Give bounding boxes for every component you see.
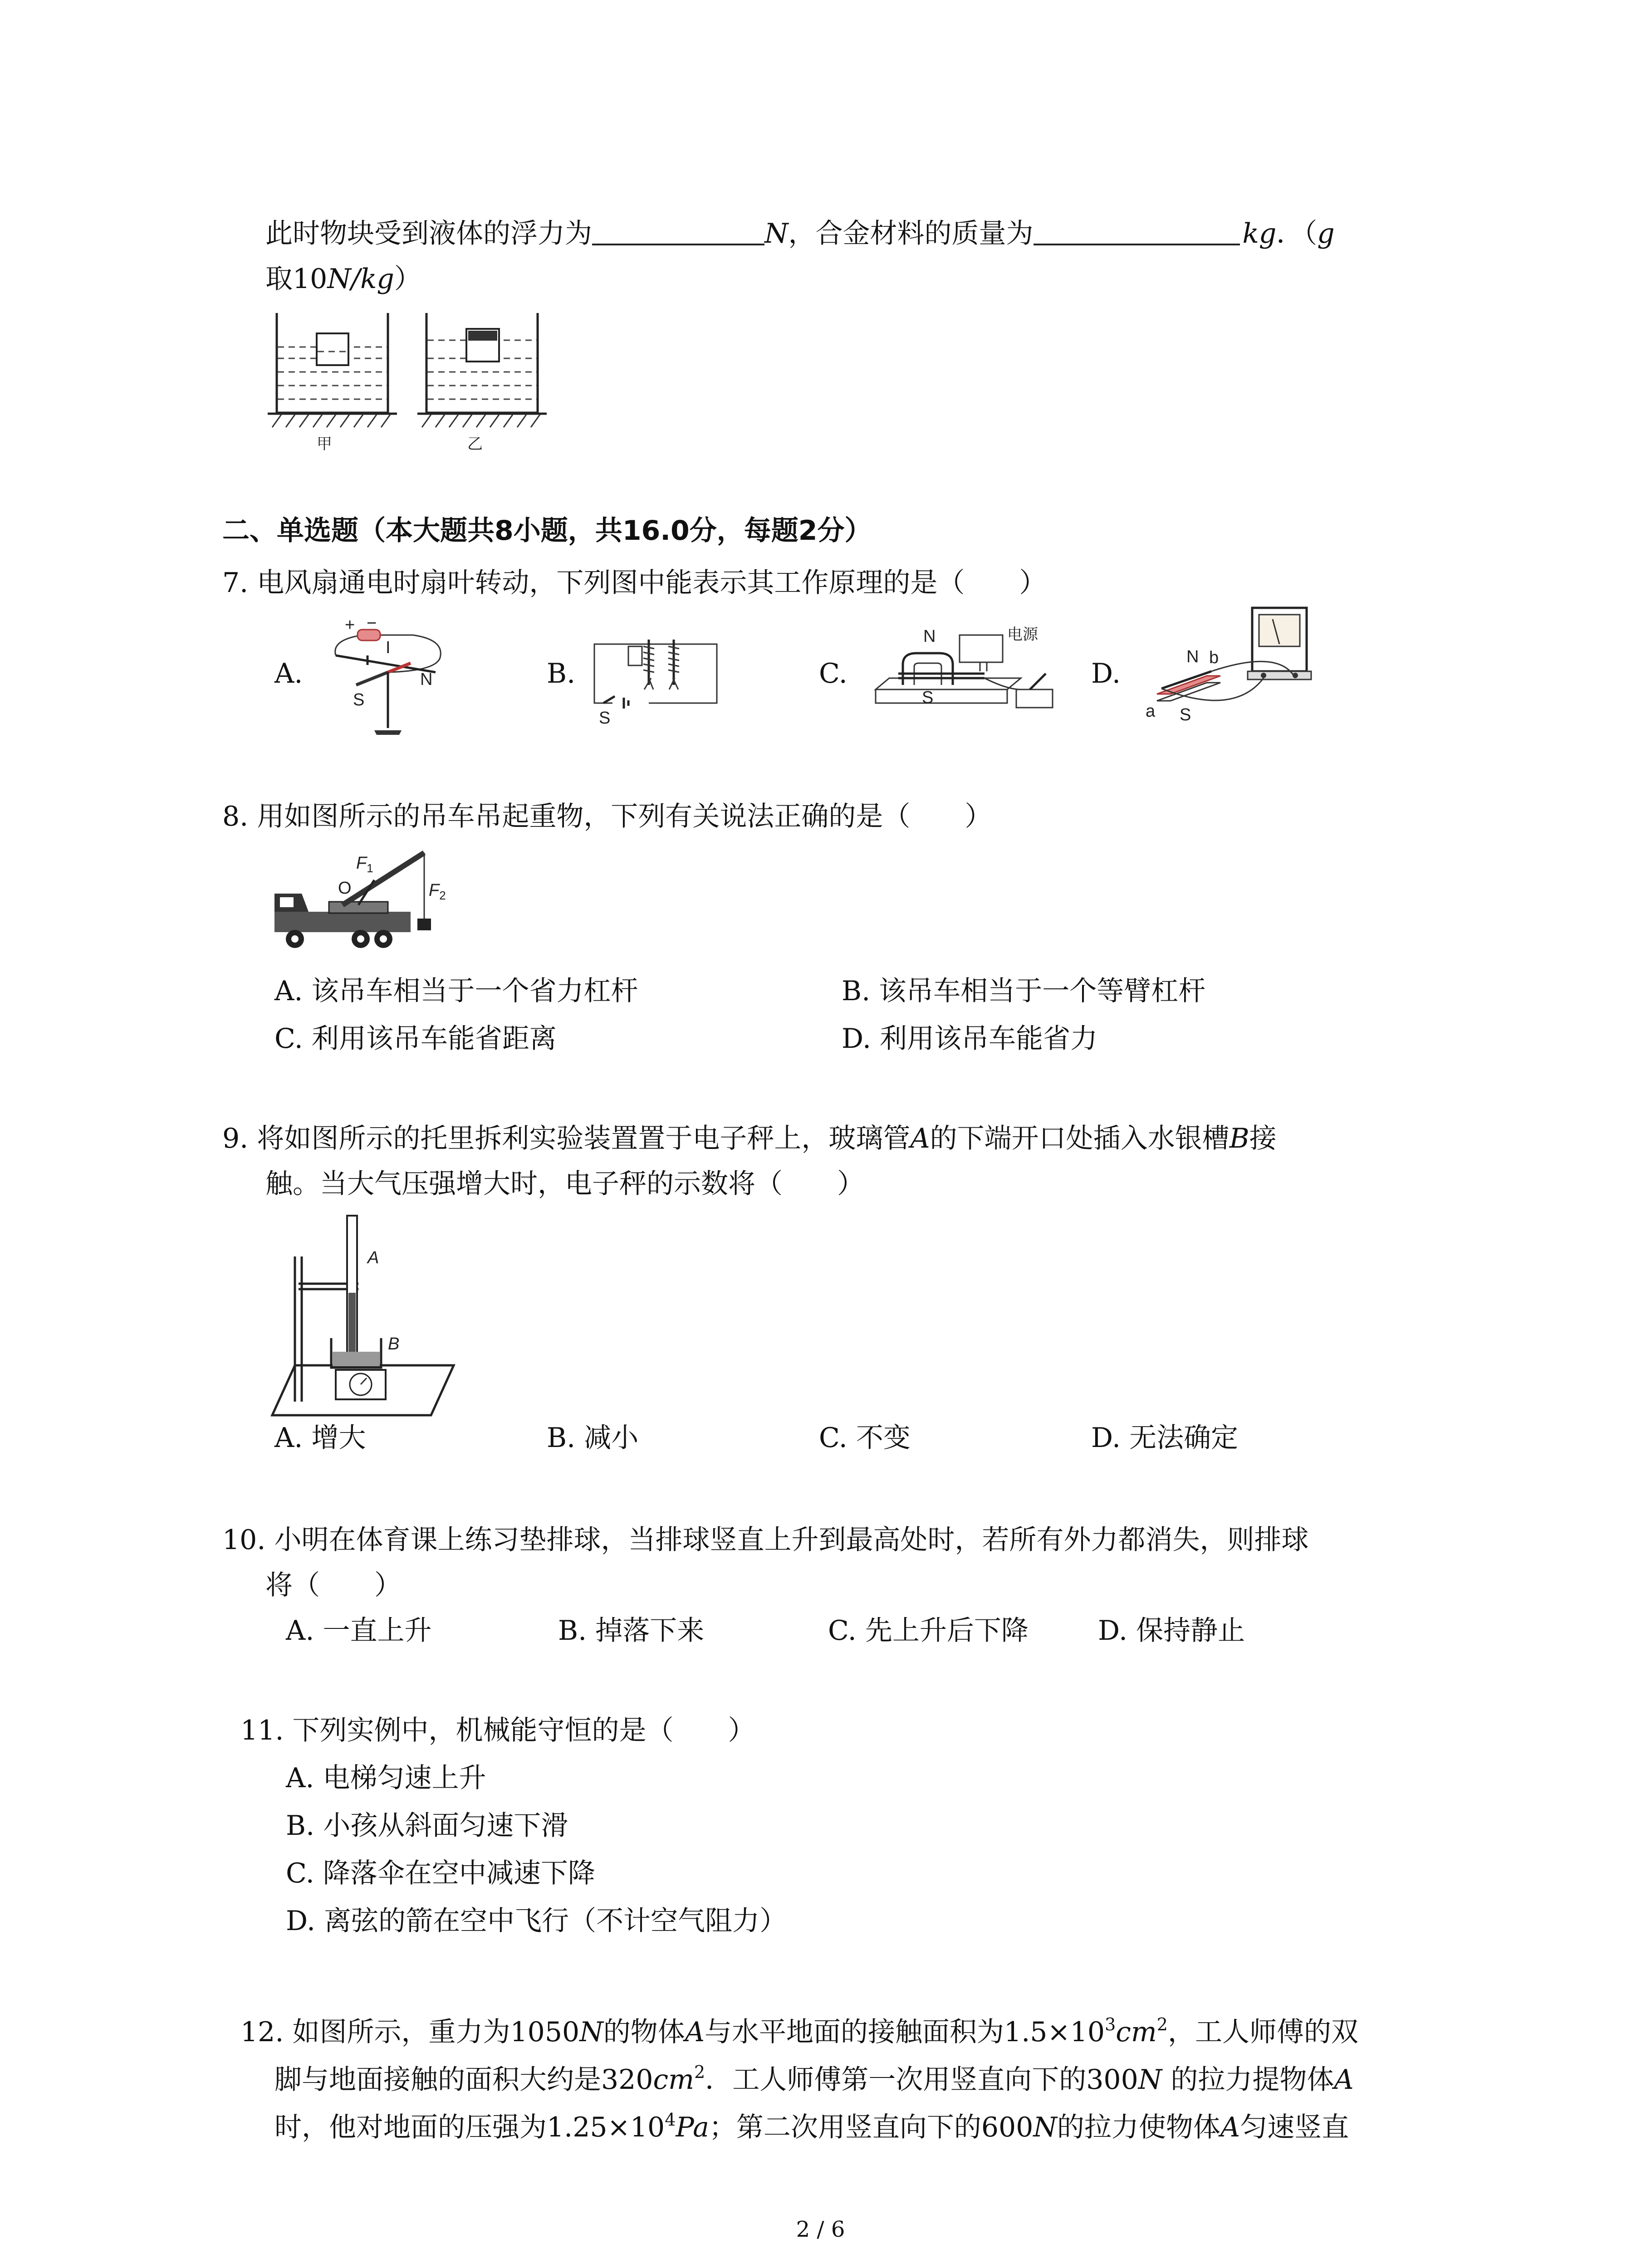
q6-figure bbox=[268, 308, 594, 463]
q12-l3-n: N bbox=[1033, 2112, 1057, 2143]
container-jia bbox=[268, 313, 397, 453]
q8-option-c: C. 利用该吊车能省距离 bbox=[274, 1023, 557, 1055]
fig-f2: $F_2$ bbox=[429, 881, 446, 902]
fig-a-s: S bbox=[353, 690, 365, 709]
q12-line-2 bbox=[274, 2062, 1354, 2098]
q8-stem: 8. 用如图所示的吊车吊起重物，下列有关说法正确的是（ ） bbox=[222, 801, 992, 832]
q12-l3-unit: Pa bbox=[676, 2112, 709, 2143]
q6-line-2 bbox=[265, 261, 421, 297]
fig-d-n: N bbox=[1186, 647, 1199, 666]
q12-l1-exp: 3 bbox=[1105, 2014, 1116, 2034]
q6-text-a: 此时物块受到液体的浮力为 bbox=[265, 218, 592, 249]
q10-option-c: C. 先上升后下降 bbox=[828, 1615, 1029, 1647]
fig-c-n: N bbox=[923, 627, 936, 646]
q10-option-d: D. 保持静止 bbox=[1098, 1615, 1245, 1647]
q12-l1-c: 与水平地面的接触面积为1.5×10 bbox=[705, 2016, 1105, 2048]
q11-stem: 11. 下列实例中，机械能守恒的是（ ） bbox=[240, 1715, 755, 1746]
q9-trough-b: B bbox=[1229, 1123, 1249, 1154]
fig-label-a: A bbox=[367, 1248, 379, 1267]
fig-a-plus: + bbox=[345, 616, 355, 635]
fig-b-s: S bbox=[599, 709, 611, 728]
q6-text-b: ，合金材料的质量为 bbox=[788, 218, 1034, 249]
q12-l3-a: 时，他对地面的压强为1.25×10 bbox=[274, 2112, 665, 2143]
q7-figure-c bbox=[871, 621, 1062, 726]
q12-l2-b: ．工人师傅第一次用竖直向下的300 bbox=[705, 2064, 1138, 2096]
q9-stem-line-1 bbox=[222, 1120, 1277, 1157]
q9-stem-1e: 接 bbox=[1249, 1123, 1277, 1154]
q9-figure bbox=[268, 1211, 458, 1420]
q10-option-b: B. 掉落下来 bbox=[558, 1615, 705, 1647]
q6-unit-n-kg: N/kg bbox=[327, 263, 394, 295]
q12-l3-d: 匀速竖直 bbox=[1240, 2112, 1349, 2143]
fig-a-minus: − bbox=[367, 614, 377, 633]
q12-l2-a: 脚与地面接触的面积大约是320 bbox=[274, 2064, 653, 2096]
q9-stem-1a: 9. 将如图所示的托里拆利实验装置置于电子秤上，玻璃管 bbox=[222, 1123, 911, 1154]
fig-label-jia: 甲 bbox=[317, 435, 332, 453]
fig-label-yi: 乙 bbox=[467, 435, 483, 453]
q8-option-b: B. 该吊车相当于一个等臂杠杆 bbox=[842, 975, 1206, 1007]
q9-stem-1c: 的下端开口处插入水银槽 bbox=[930, 1123, 1230, 1154]
q10-option-a: A. 一直上升 bbox=[286, 1615, 432, 1647]
q12-l2-object-a: A bbox=[1334, 2064, 1354, 2096]
container-yi bbox=[417, 313, 547, 453]
q8-option-d: D. 利用该吊车能省力 bbox=[842, 1023, 1098, 1055]
page-number: 2 / 6 bbox=[796, 2217, 845, 2242]
q7-option-d: D. bbox=[1091, 658, 1121, 689]
q7-figure-d bbox=[1143, 603, 1352, 726]
q12-line-3 bbox=[274, 2109, 1349, 2146]
q7-figure-b bbox=[585, 621, 730, 726]
q12-l1-d: ，工人师傅的双 bbox=[1167, 2016, 1358, 2048]
q6-text-c: ．（ bbox=[1276, 218, 1318, 249]
fig-a-i: I bbox=[386, 638, 391, 657]
q12-l2-unit: cm bbox=[653, 2064, 695, 2096]
q12-l2-unit-exp: 2 bbox=[694, 2062, 705, 2082]
fig-label-b: B bbox=[388, 1334, 400, 1354]
q6-text-e: ） bbox=[394, 263, 421, 295]
q6-mass-blank bbox=[1034, 218, 1240, 245]
q12-line-1 bbox=[240, 2014, 1358, 2050]
fig-c-power: 电源 bbox=[1007, 626, 1038, 644]
q9-option-a: A. 增大 bbox=[274, 1422, 366, 1454]
q12-l3-c: 的拉力使物体 bbox=[1057, 2112, 1220, 2143]
q12-l2-c: 的拉力提物体 bbox=[1162, 2064, 1334, 2096]
q11-option-d: D. 离弦的箭在空中飞行（不计空气阻力） bbox=[286, 1905, 787, 1937]
fig-c-s: S bbox=[922, 688, 934, 707]
q11-option-a: A. 电梯匀速上升 bbox=[286, 1762, 486, 1794]
q9-stem-line-2: 触。当大气压强增大时，电子秤的示数将（ ） bbox=[265, 1168, 864, 1200]
q12-l3-b: ；第二次用竖直向下的600 bbox=[709, 2112, 1034, 2143]
q9-tube-a: A bbox=[910, 1123, 930, 1154]
q6-unit-kg: kg bbox=[1242, 218, 1277, 249]
fig-d-b: b bbox=[1209, 648, 1219, 667]
q10-stem-line-2: 将（ ） bbox=[265, 1569, 402, 1601]
q6-g: g bbox=[1317, 218, 1335, 249]
q11-option-b: B. 小孩从斜面匀速下滑 bbox=[286, 1810, 568, 1842]
q12-l1-a: 12. 如图所示，重力为1050 bbox=[240, 2016, 580, 2048]
section-2-heading: 二、单选题（本大题共8小题，共16.0分，每题2分） bbox=[222, 515, 872, 547]
fig-d-a: a bbox=[1146, 702, 1156, 721]
q8-figure bbox=[270, 844, 460, 957]
fig-d-s: S bbox=[1180, 705, 1191, 724]
q12-l1-unit-exp: 2 bbox=[1156, 2014, 1168, 2034]
q11-option-c: C. 降落伞在空中减速下降 bbox=[286, 1857, 595, 1889]
q8-option-a: A. 该吊车相当于一个省力杠杆 bbox=[274, 975, 638, 1007]
q12-l1-unit: cm bbox=[1116, 2016, 1157, 2048]
q7-option-b: B. bbox=[547, 658, 576, 689]
q9-option-d: D. 无法确定 bbox=[1091, 1422, 1239, 1454]
q6-line-1 bbox=[265, 215, 1335, 252]
fig-a-n: N bbox=[420, 670, 433, 689]
q10-stem-line-1: 10. 小明在体育课上练习垫排球，当排球竖直上升到最高处时，若所有外力都消失，则排球 bbox=[222, 1524, 1309, 1556]
q6-buoyancy-blank bbox=[592, 218, 764, 245]
q9-option-b: B. 减小 bbox=[547, 1422, 639, 1454]
q6-text-d: 取10 bbox=[265, 263, 328, 295]
q7-option-a: A. bbox=[274, 658, 303, 689]
q7-option-c: C. bbox=[819, 658, 847, 689]
q12-l2-n: N bbox=[1138, 2064, 1162, 2096]
q7-stem: 7. 电风扇通电时扇叶转动，下列图中能表示其工作原理的是（ ） bbox=[222, 567, 1047, 599]
q9-option-c: C. 不变 bbox=[819, 1422, 911, 1454]
q7-figure-a bbox=[318, 614, 454, 739]
q12-l1-object-a: A bbox=[685, 2016, 705, 2048]
fig-f1: $F_1$ bbox=[356, 854, 373, 875]
fig-o: O bbox=[338, 879, 352, 898]
q12-l1-b: 的物体 bbox=[603, 2016, 685, 2048]
q6-unit-n: N bbox=[764, 218, 789, 249]
q12-l3-object-a: A bbox=[1220, 2112, 1240, 2143]
q12-l3-exp: 4 bbox=[665, 2110, 676, 2130]
q12-l1-n: N bbox=[579, 2016, 603, 2048]
